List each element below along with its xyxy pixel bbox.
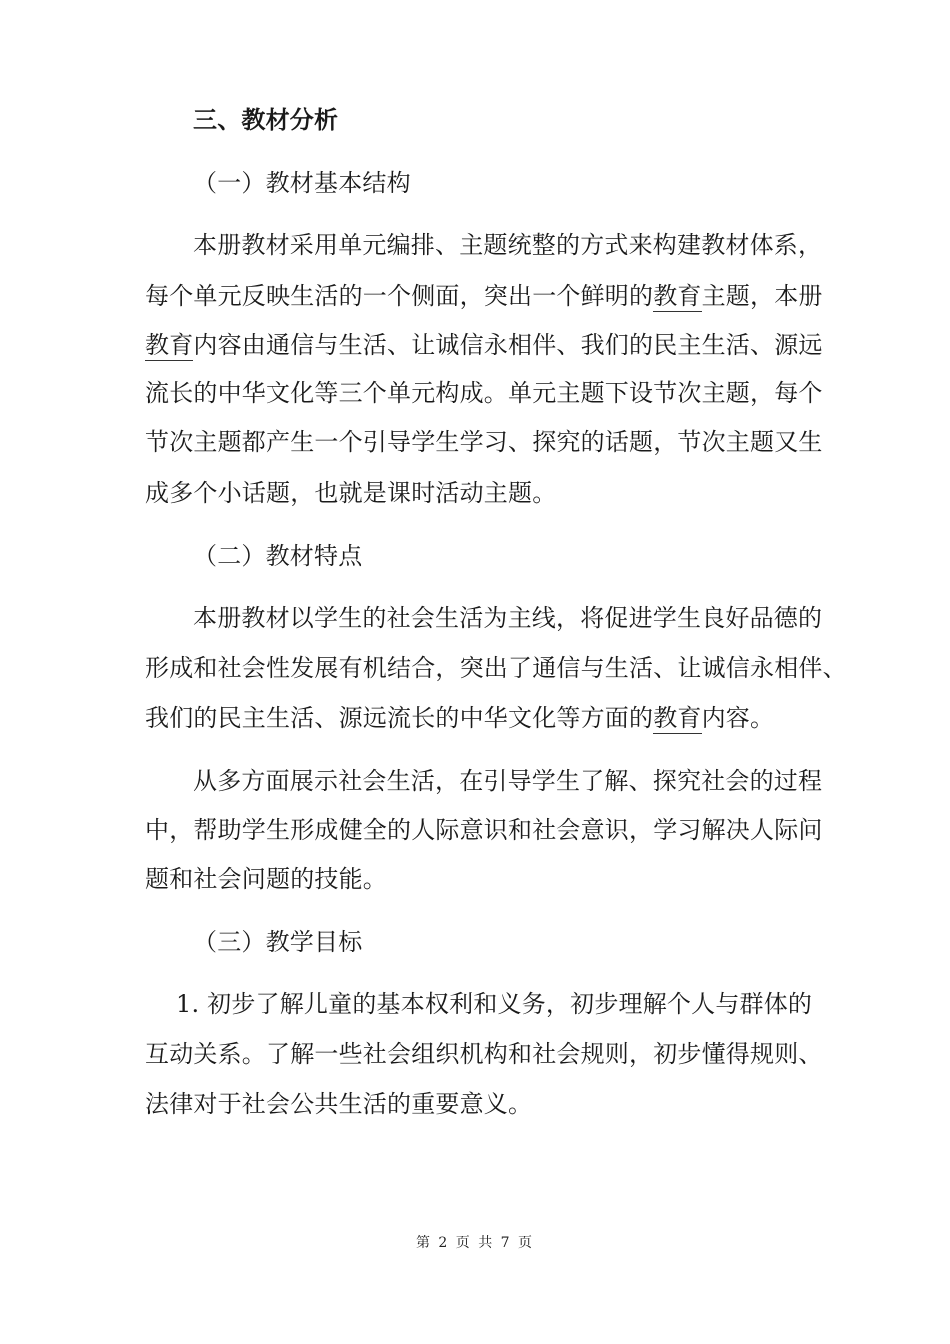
para1-line6: 成多个小话题，也就是课时活动主题。: [145, 479, 557, 507]
para1-line3-text-b: 内容由通信与生活、让诚信永相伴、我们的民主生活、源远: [193, 331, 823, 359]
para2-line1: 本册教材以学生的社会生活为主线，将促进学生良好品德的: [193, 604, 823, 632]
subsection-title-features: （二）教材特点: [193, 542, 363, 570]
goal-item1-line2: 互动关系。了解一些社会组织机构和社会规则，初步懂得规则、: [145, 1040, 823, 1068]
para2-line3: [145, 702, 774, 734]
para2-line3-text-b: 内容。: [701, 704, 775, 732]
para3-line3: 题和社会问题的技能。: [145, 865, 387, 893]
section-heading: 三、教材分析: [193, 106, 339, 134]
subsection-title-goals: （三）教学目标: [193, 928, 363, 956]
page-number-footer: 第 2 页 共 7 页: [415, 1235, 535, 1251]
underlined-term-education: 教育: [653, 282, 702, 310]
para2-line3-text-a: 我们的民主生活、源远流长的中华文化等方面的: [145, 704, 654, 732]
para1-line3: [145, 329, 823, 361]
para3-line1: 从多方面展示社会生活，在引导学生了解、探究社会的过程: [193, 767, 823, 795]
para1-line4: 流长的中华文化等三个单元构成。单元主题下设节次主题，每个: [145, 379, 823, 407]
para1-line2-text-b: 主题，本册: [701, 282, 823, 310]
para1-line1: 本册教材采用单元编排、主题统整的方式来构建教材体系，: [193, 231, 823, 259]
goal-item1-line3: 法律对于社会公共生活的重要意义。: [145, 1090, 533, 1118]
subsection-title-structure: （一）教材基本结构: [193, 169, 411, 197]
para1-line2: [145, 280, 823, 312]
underlined-term-education: 教育: [653, 704, 702, 732]
para1-line2-text-a: 每个单元反映生活的一个侧面，突出一个鲜明的: [145, 282, 654, 310]
para3-line2: 中，帮助学生形成健全的人际意识和社会意识，学习解决人际问: [145, 816, 823, 844]
underlined-term-education: 教育: [145, 331, 194, 359]
goal-item1-line1: 1. 初步了解儿童的基本权利和义务，初步理解个人与群体的: [176, 990, 813, 1018]
para1-line5: 节次主题都产生一个引导学生学习、探究的话题，节次主题又生: [145, 428, 823, 456]
para2-line2: 形成和社会性发展有机结合，突出了通信与生活、让诚信永相伴、: [145, 654, 847, 682]
